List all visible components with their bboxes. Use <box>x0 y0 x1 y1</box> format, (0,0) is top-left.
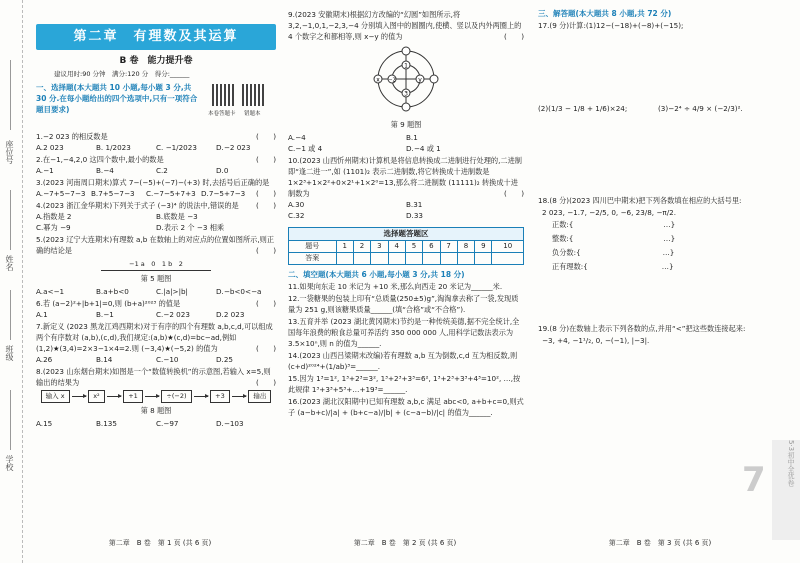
q4-paren[interactable]: ( ) <box>256 201 276 210</box>
q6-option-a[interactable]: A.1 <box>36 310 48 319</box>
q9-options <box>288 132 524 154</box>
q4-option-a[interactable]: A.指数是 2 <box>36 212 72 221</box>
q17-work-space[interactable] <box>538 31 778 103</box>
q3-option-b[interactable]: B.7+5−7−3 <box>91 189 135 198</box>
q8-option-a[interactable]: A.15 <box>36 419 53 428</box>
q6-paren[interactable]: ( ) <box>256 299 276 308</box>
q10-option-c[interactable]: C.32 <box>288 211 305 220</box>
q8-option-b[interactable]: B.135 <box>96 419 117 428</box>
q1-options <box>36 142 276 153</box>
q8-option-d[interactable]: D.−103 <box>216 419 244 428</box>
answer-grid-answer-row <box>289 253 524 265</box>
q18-set-negative-fraction[interactable] <box>552 246 778 260</box>
q1-option-d[interactable]: D.−2 023 <box>216 143 251 152</box>
question-18: 18.(8 分)(2023 四川巴中期末)把下列各数填在相应的大括号里: <box>538 196 742 205</box>
q9-option-a[interactable]: A.−4 <box>288 133 306 142</box>
answer-grid-row-label: 题号 <box>289 241 337 253</box>
magic-circle-n2: 3 <box>404 90 408 98</box>
answer-grid-number-row <box>289 241 524 253</box>
q5-figure-caption: 第 5 题图 <box>140 274 172 283</box>
binding-strip <box>0 0 23 563</box>
class-label: 班级 <box>5 345 14 361</box>
side-tab-number: 7 <box>742 460 766 500</box>
q8-input-box: 输入 x <box>41 390 70 403</box>
q5-text: 5.(2023 辽宁大连期末)有理数 a,b 在数轴上的对应点的位置如图所示,则正确的结论是 <box>36 235 275 255</box>
q5-option-a[interactable]: A.a<−1 <box>36 287 65 296</box>
question-12: 12.一袋糖果的包装上印有“总质量(250±5)g”,淘淘拿去称了一袋,发现质量为 251 g,则该糖果质量______(填“合格”或“不合格”). <box>288 294 519 314</box>
q2-option-a[interactable]: A.−1 <box>36 166 54 175</box>
qr-code-answer-sheet[interactable] <box>212 84 234 106</box>
q3-option-c[interactable]: C.−7−5+7+3 <box>146 189 196 198</box>
q10-options <box>288 199 524 221</box>
q18-set-label: 整数:{ <box>552 234 574 243</box>
q7-option-a[interactable]: A.26 <box>36 355 53 364</box>
q10-text: 10.(2023 山西忻州期末)计算机是将信息转换成二进制进行处理的,二进制即“逢二进一”,如 (1101)₂ 表示二进制数,将它转换成十进制数是 1×2³+1×2²+0×2¹+1×2⁰=13,那么将二进制数 (11111)₂ 转换成十进制数为 <box>288 156 522 198</box>
arrow-icon <box>145 396 159 397</box>
q5-options <box>36 286 276 297</box>
question-19: 19.(8 分)在数轴上表示下列各数的点,并用“<”把这些数连接起来: <box>538 324 746 333</box>
q9-option-b[interactable]: B.1 <box>406 133 418 142</box>
answer-grid-num: 10 <box>492 241 524 253</box>
q4-options <box>36 211 276 233</box>
side-tab-label: 5·3初中全优卷 <box>787 440 795 487</box>
q2-option-d[interactable]: D.0 <box>216 166 229 175</box>
q9-paren[interactable]: ( ) <box>504 32 524 41</box>
q4-option-d[interactable]: D.表示 2 个 −3 相乘 <box>156 223 225 232</box>
q3-options <box>36 188 256 199</box>
q10-option-b[interactable]: B.31 <box>406 200 423 209</box>
q9-option-c[interactable]: C.−1 或 4 <box>288 144 323 153</box>
q2-text: 2.在−1,−4,2,0 这四个数中,最小的数是 <box>36 155 164 164</box>
q10-option-d[interactable]: D.33 <box>406 211 423 220</box>
answer-cell[interactable] <box>371 253 388 265</box>
footer-page-1: 第二章 B 卷 第 1 页 (共 6 页) <box>108 539 212 547</box>
question-6 <box>36 298 276 309</box>
answer-cell[interactable] <box>353 253 370 265</box>
question-10 <box>288 155 524 199</box>
q3-option-d[interactable]: D.7−5+7−3 <box>201 189 246 198</box>
q8-output-box: 输出 <box>248 390 271 403</box>
answer-grid-num: 4 <box>388 241 405 253</box>
answer-grid-num: 7 <box>440 241 457 253</box>
q8-converter-diagram <box>36 390 276 403</box>
q3-option-a[interactable]: A.−7+5−7−3 <box>36 189 86 198</box>
q9-figure-caption: 第 9 题图 <box>390 120 422 129</box>
q18-set-close: …} <box>663 234 676 243</box>
column-1 <box>36 8 276 429</box>
question-17: 17.(9 分)计算:(1)12−(−18)+(−8)+(−15); <box>538 21 684 30</box>
q18-set-label: 正有理数:{ <box>552 262 588 271</box>
q5-number-line: −1 a 0 1 b 2 <box>101 259 211 271</box>
school-label: 学校 <box>5 455 14 471</box>
q7-option-d[interactable]: D.25 <box>216 355 233 364</box>
q4-option-c[interactable]: C.幂为 −9 <box>36 223 71 232</box>
question-15: 15.因为 1³=1², 1³+2³=3², 1³+2³+3³=6², 1³+2³+3³+4³=10², …,按此规律 1³+3³+5³+…+19³=______. <box>288 374 521 394</box>
q7-text: 7.新定义 (2023 黑龙江鸡西期末)对于有序的四个有理数 a,b,c,d,可以组成两个有序数对 (a,b),(c,d),我们规定:(a,b)★(c,d)=bc−ad,例如 (1,2)★(3,4)=2×3−1×4=2.则 (−3,4)★(−5,2) 的值为 <box>36 322 273 353</box>
answer-cell[interactable] <box>405 253 422 265</box>
q8-plus-three-box: +3 <box>210 390 230 403</box>
name-label: 姓名 <box>5 255 14 271</box>
q4-option-b[interactable]: B.底数是 −3 <box>156 212 198 221</box>
answer-grid <box>288 240 524 265</box>
answer-grid-row-label: 答案 <box>289 253 337 265</box>
answer-cell[interactable] <box>457 253 474 265</box>
question-2 <box>36 154 276 165</box>
q17-parts <box>538 103 778 114</box>
answer-grid-num: 3 <box>371 241 388 253</box>
answer-grid-num: 9 <box>475 241 492 253</box>
q8-divide-box: ÷(−2) <box>161 390 191 403</box>
q18-set-close: …} <box>661 262 674 271</box>
arrow-icon <box>72 396 86 397</box>
arrow-icon <box>107 396 121 397</box>
q7-options <box>36 354 276 365</box>
q18-set-label: 正数:{ <box>552 220 574 229</box>
qr-code-error-book[interactable] <box>242 84 264 106</box>
q6-option-c[interactable]: C.−2 023 <box>156 310 190 319</box>
q5-option-c[interactable]: C.|a|>|b| <box>156 287 188 296</box>
q4-text: 4.(2023 浙江金华期末)下列关于式子 (−3)⁴ 的说法中,错误的是 <box>36 201 239 210</box>
section-3-desc: (本大题共 8 小题,共 72 分) <box>575 9 672 18</box>
q18-set-positive[interactable] <box>552 218 778 232</box>
q8-options <box>36 418 276 429</box>
answer-grid-num: 6 <box>423 241 440 253</box>
q7-paren[interactable]: ( ) <box>256 344 276 353</box>
class-line <box>10 290 11 340</box>
q8-square-box: x² <box>88 390 104 403</box>
answer-area-title: 选择题答题区 <box>288 227 524 240</box>
q8-paren[interactable]: ( ) <box>256 378 276 387</box>
q18-set-label: 负分数:{ <box>552 248 581 257</box>
section-1-desc: (本大题共 10 小题,每小题 3 分,共 30 分.在每小题给出的四个选项中,只有一项符合题目要求) <box>36 83 198 114</box>
question-5 <box>36 234 276 256</box>
q7-option-c[interactable]: C.−10 <box>156 355 179 364</box>
question-4 <box>36 200 276 211</box>
q3-text: 3.(2023 河南周口期末)算式 7−(−5)+(−7)−(+3) 时,去括号后正确的是 <box>36 178 270 187</box>
answer-grid-num: 2 <box>353 241 370 253</box>
q8-plus-one-box: +1 <box>123 390 143 403</box>
question-8 <box>36 366 276 388</box>
answer-grid-num: 1 <box>336 241 353 253</box>
magic-circle-n3: −2 <box>388 77 396 84</box>
footer-page-2: 第二章 B 卷 第 2 页 (共 6 页) <box>353 539 457 547</box>
arrow-icon <box>232 396 246 397</box>
question-9 <box>288 9 524 42</box>
q8-figure-caption: 第 8 题图 <box>140 406 172 415</box>
column-3 <box>538 8 778 346</box>
qr2-label: 错题本 <box>244 111 261 117</box>
question-14: 14.(2023 山西吕梁期末改编)若有理数 a,b 互为倒数,c,d 互为相反数,则 (c+d)²⁰²⁴+(1/ab)³=______. <box>288 351 518 371</box>
q9-magic-circle-figure <box>288 44 524 117</box>
q18-set-integer[interactable] <box>552 232 778 246</box>
answer-cell[interactable] <box>440 253 457 265</box>
q17-part-2: (2)(1/3 − 1/8 + 1/6)×24; <box>538 104 628 113</box>
q8-text: 8.(2023 山东烟台期末)如图是一个“数值转换机”的示意图,若输入 x=5,则输出的结果为 <box>36 367 271 387</box>
magic-circle-n1: 1 <box>404 62 408 70</box>
q6-options <box>36 309 276 320</box>
seat-line <box>10 60 11 130</box>
q5-option-d[interactable]: D.−b<0<−a <box>216 287 262 296</box>
q9-option-d[interactable]: D.−4 或 1 <box>406 144 441 153</box>
question-13: 13.五育并举 (2023 湖北黄冈期末)节约是一种传统美德,据不完全统计,全国每年浪费的粮食总量可养活约 350 000 000 人,用科学记数法表示为 3.5×10ⁿ,则 n 的值为______. <box>288 317 520 348</box>
school-line <box>10 390 11 450</box>
q5-paren[interactable]: ( ) <box>256 246 276 255</box>
exam-meta: 建议用时:90 分钟 满分:120 分 得分:______ <box>54 70 190 78</box>
q7-option-b[interactable]: B.14 <box>96 355 113 364</box>
answer-cell[interactable] <box>492 253 524 265</box>
magic-circle-svg <box>371 44 441 114</box>
q1-paren[interactable]: ( ) <box>256 132 276 141</box>
name-line <box>10 190 11 250</box>
question-1 <box>36 131 276 142</box>
q2-option-b[interactable]: B.−4 <box>96 166 114 175</box>
arrow-icon <box>194 396 208 397</box>
chapter-title: 第二章 有理数及其运算 <box>36 24 276 50</box>
answer-grid-num: 8 <box>457 241 474 253</box>
answer-grid-num: 5 <box>405 241 422 253</box>
q10-paren[interactable]: ( ) <box>504 189 524 198</box>
q8-option-c[interactable]: C.−97 <box>156 419 179 428</box>
q18-set-positive-rational[interactable] <box>552 260 778 274</box>
question-16: 16.(2023 湖北汉阳期中)已知有理数 a,b,c 满足 abc<0, a+b+c=0,则式子 (a−b+c)/|a| + (b+c−a)/|b| + (c−a−b)/|c| 的值为______. <box>288 397 524 417</box>
q18-numbers: 2 023, −1.7, −2/5, 0, −6, 23/8, −π/2. <box>542 208 676 217</box>
question-7 <box>36 321 276 354</box>
q2-paren[interactable]: ( ) <box>256 155 276 164</box>
section-1-title: 一、选择题 <box>36 83 74 92</box>
q1-text: 1.−2 023 的相反数是 <box>36 132 108 141</box>
q6-option-d[interactable]: D.2 023 <box>216 310 245 319</box>
q1-option-a[interactable]: A.2 023 <box>36 143 64 152</box>
answer-cell[interactable] <box>336 253 353 265</box>
q17-work-space-2[interactable] <box>538 114 778 194</box>
magic-circle-y: y <box>418 76 422 84</box>
section-2-title: 二、填空题 <box>288 270 326 279</box>
answer-cell[interactable] <box>388 253 405 265</box>
q2-option-c[interactable]: C.2 <box>156 166 168 175</box>
q2-options <box>36 165 276 176</box>
q17-part-3: (3)−2⁴ ÷ 4/9 × (−2/3)². <box>658 104 743 113</box>
section-2-desc: (本大题共 6 小题,每小题 3 分,共 18 分) <box>325 270 465 279</box>
q1-option-b[interactable]: B. 1/2023 <box>96 143 131 152</box>
q5-option-b[interactable]: B.a+b<0 <box>96 287 129 296</box>
seat-label: 座位号 <box>5 140 14 164</box>
q19-numbers: −3, +4, −1¹/₂, 0, −(−1), |−3|. <box>542 336 650 345</box>
q18-set-close: …} <box>663 220 676 229</box>
q6-text: 6.若 (a−2)²+|b+1|=0,则 (b+a)²⁰²³ 的值是 <box>36 299 181 308</box>
section-3-title: 三、解答题 <box>538 9 576 18</box>
question-11: 11.如果向东走 10 米记为 +10 米,那么向西走 20 米记为______米. <box>288 282 503 291</box>
answer-cell[interactable] <box>423 253 440 265</box>
q9-text: 9.(2023 安徽期末)根据幻方改编的“幻圆”如图所示,将 3,2,−1,0,1,−2,3,−4 分别填入图中的圆圈内,使横、竖以及内外两圈上的 4 个数字之和都相等,则 x−y 的值为 <box>288 10 522 41</box>
answer-cell[interactable] <box>475 253 492 265</box>
paper-title: B 卷 能力提升卷 <box>119 56 193 66</box>
q1-option-c[interactable]: C. −1/2023 <box>156 143 197 152</box>
q18-set-close: …} <box>662 248 675 257</box>
q3-paren[interactable]: ( ) <box>256 189 276 198</box>
footer-page-3: 第二章 B 卷 第 3 页 (共 6 页) <box>608 539 712 547</box>
column-2 <box>288 8 524 418</box>
q6-option-b[interactable]: B.−1 <box>96 310 114 319</box>
qr1-label: 本卷答题卡 <box>208 111 236 117</box>
q10-option-a[interactable]: A.30 <box>288 200 305 209</box>
magic-circle-x: x <box>376 76 380 84</box>
side-tab <box>742 440 800 540</box>
